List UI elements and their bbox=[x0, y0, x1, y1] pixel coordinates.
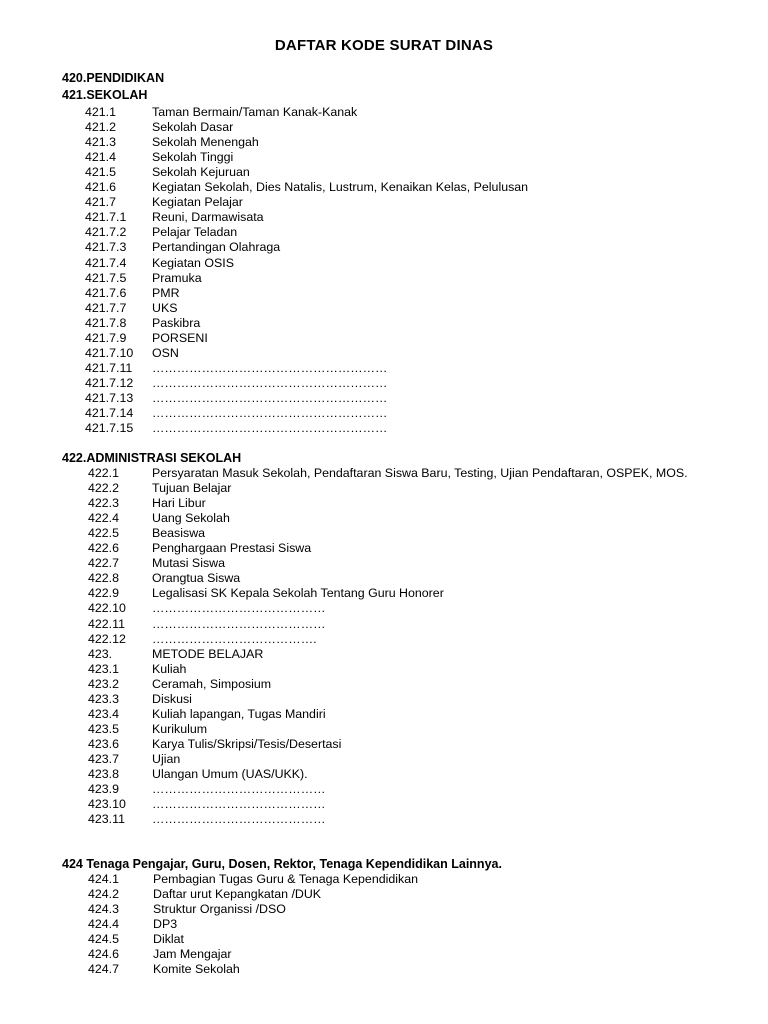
list-item bbox=[88, 556, 700, 571]
list-item bbox=[88, 677, 700, 692]
item-code: 421.7.11 bbox=[85, 360, 133, 375]
item-code: 421.7.5 bbox=[85, 270, 127, 285]
item-code: 421.5 bbox=[85, 165, 117, 180]
item-code: 424.7 bbox=[88, 962, 120, 977]
item-code: 422.3 bbox=[88, 496, 120, 511]
item-code: 422.5 bbox=[88, 526, 120, 541]
list-item bbox=[88, 571, 700, 586]
list-item bbox=[85, 271, 700, 286]
item-description: Kuliah bbox=[152, 661, 187, 676]
list-item bbox=[88, 481, 700, 496]
item-description: UKS bbox=[152, 300, 178, 315]
list-item bbox=[88, 466, 700, 481]
item-description: Daftar urut Kepangkatan /DUK bbox=[153, 887, 322, 902]
item-description: Pramuka bbox=[152, 270, 202, 285]
list-item bbox=[88, 541, 700, 556]
list-item bbox=[85, 180, 700, 195]
list-item bbox=[88, 947, 700, 962]
item-description: Diklat bbox=[153, 932, 184, 947]
list-item bbox=[88, 707, 700, 722]
list-item bbox=[85, 301, 700, 316]
list-item bbox=[88, 932, 700, 947]
item-code: 421.7.10 bbox=[85, 345, 134, 360]
item-description: Komite Sekolah bbox=[153, 962, 240, 977]
item-description: …………………………………… bbox=[152, 797, 326, 812]
item-code: 421.3 bbox=[85, 135, 117, 150]
list-item bbox=[88, 812, 700, 827]
item-code: 421.7.2 bbox=[85, 225, 127, 240]
item-description: Beasiswa bbox=[152, 526, 206, 541]
item-description: PORSENI bbox=[152, 330, 208, 345]
list-item bbox=[88, 586, 700, 601]
item-description: Ulangan Umum (UAS/UKK). bbox=[152, 767, 308, 781]
item-description: Sekolah Tinggi bbox=[152, 150, 234, 165]
item-code: 421.7.13 bbox=[85, 390, 134, 405]
item-description: Ceramah, Simposium bbox=[152, 676, 272, 691]
item-code: 422.8 bbox=[88, 571, 120, 586]
list-item bbox=[88, 511, 700, 526]
item-description: Penghargaan Prestasi Siswa bbox=[152, 541, 312, 556]
list-item bbox=[88, 617, 700, 632]
list-item bbox=[85, 286, 700, 301]
item-code: 423.5 bbox=[88, 721, 120, 736]
item-code: 421.7.3 bbox=[85, 240, 127, 255]
item-code: 423.3 bbox=[88, 691, 120, 706]
item-code: 422.4 bbox=[88, 511, 120, 526]
item-code: 423.9 bbox=[88, 782, 120, 797]
item-code: 421.7.7 bbox=[85, 300, 127, 315]
list-item bbox=[85, 361, 700, 376]
list-item bbox=[88, 917, 700, 932]
item-code: 424.6 bbox=[88, 947, 120, 962]
item-code: 422.12 bbox=[88, 631, 126, 646]
item-description: DP3 bbox=[153, 917, 178, 932]
item-description: Diskusi bbox=[152, 691, 192, 706]
item-code: 423. bbox=[88, 646, 113, 661]
item-code: 423.7 bbox=[88, 751, 120, 766]
section-header-420: 420.PENDIDIKAN bbox=[62, 71, 165, 85]
item-code: 421.7.6 bbox=[85, 285, 127, 300]
item-description: Pertandingan Olahraga bbox=[152, 240, 281, 255]
item-description: ………………………………………………… bbox=[152, 390, 388, 405]
item-code: 421.7.9 bbox=[85, 330, 127, 345]
list-item bbox=[85, 150, 700, 165]
list-item bbox=[85, 120, 700, 135]
item-code: 421.4 bbox=[85, 150, 117, 165]
item-description: Reuni, Darmawisata bbox=[152, 210, 264, 225]
item-code: 421.7.4 bbox=[85, 255, 127, 270]
item-code: 422.11 bbox=[88, 616, 125, 631]
item-description: ………………………………………………… bbox=[152, 406, 388, 420]
list-item bbox=[85, 376, 700, 391]
item-description: Hari Libur bbox=[152, 496, 206, 511]
item-code: 421.7.8 bbox=[85, 315, 127, 330]
section-header-421: 421.SEKOLAH bbox=[62, 88, 148, 102]
list-item bbox=[85, 195, 700, 210]
item-code: 421.2 bbox=[85, 120, 117, 135]
list-item bbox=[88, 737, 700, 752]
list-item bbox=[88, 526, 700, 541]
item-code: 424.2 bbox=[88, 887, 120, 902]
item-code: 422.10 bbox=[88, 601, 126, 616]
item-code: 421.7.15 bbox=[85, 421, 134, 436]
item-description: ………………………………………………… bbox=[152, 360, 388, 375]
item-description: Pembagian Tugas Guru & Tenaga Kependidikan bbox=[153, 872, 418, 886]
list-item bbox=[88, 797, 700, 812]
list-item bbox=[88, 872, 700, 887]
item-description: Uang Sekolah bbox=[152, 511, 230, 526]
item-description: Legalisasi SK Kepala Sekolah Tentang Guru Honorer bbox=[152, 586, 444, 601]
item-code: 424.5 bbox=[88, 932, 120, 947]
list-item bbox=[85, 165, 700, 180]
item-description: Taman Bermain/Taman Kanak-Kanak bbox=[152, 105, 358, 119]
item-description: Pelajar Teladan bbox=[152, 225, 238, 240]
section-header-424: 424 Tenaga Pengajar, Guru, Dosen, Rektor, Tenaga Kependidikan Lainnya. bbox=[62, 857, 502, 871]
item-description: …………………………………. bbox=[152, 631, 317, 646]
list-item bbox=[88, 496, 700, 511]
list-item bbox=[85, 210, 700, 225]
item-description: Kegiatan OSIS bbox=[152, 255, 234, 270]
item-description: METODE BELAJAR bbox=[152, 646, 264, 661]
list-item bbox=[88, 782, 700, 797]
item-description: Sekolah Kejuruan bbox=[152, 165, 250, 180]
list-item bbox=[85, 406, 700, 421]
list-item bbox=[85, 256, 700, 271]
list-item bbox=[85, 225, 700, 240]
item-code: 423.4 bbox=[88, 706, 120, 721]
list-item bbox=[88, 752, 700, 767]
item-description: Ujian bbox=[152, 751, 181, 766]
list-item bbox=[85, 316, 700, 331]
item-code: 423.1 bbox=[88, 661, 120, 676]
item-code: 421.1 bbox=[85, 105, 117, 119]
list-item bbox=[85, 331, 700, 346]
item-description: Kegiatan Sekolah, Dies Natalis, Lustrum, Kenaikan Kelas, Pelulusan bbox=[152, 180, 529, 195]
item-code: 421.7.1 bbox=[85, 210, 127, 225]
item-description: Karya Tulis/Skripsi/Tesis/Desertasi bbox=[152, 736, 342, 751]
item-code: 423.8 bbox=[88, 767, 120, 781]
item-code: 422.2 bbox=[88, 481, 120, 496]
list-item bbox=[88, 902, 700, 917]
item-code: 422.9 bbox=[88, 586, 120, 601]
item-description: …………………………………… bbox=[152, 601, 326, 616]
list-item bbox=[88, 601, 700, 616]
item-description: …………………………………… bbox=[152, 812, 326, 827]
item-description: PMR bbox=[152, 285, 180, 300]
item-code: 422.7 bbox=[88, 556, 120, 571]
list-item bbox=[88, 692, 700, 707]
item-description: …………………………………… bbox=[152, 616, 326, 631]
item-description: Persyaratan Masuk Sekolah, Pendaftaran Siswa Baru, Testing, Ujian Pendaftaran, OSPEK, MOS. bbox=[152, 466, 688, 480]
item-description: Tujuan Belajar bbox=[152, 481, 232, 496]
list-item bbox=[88, 662, 700, 677]
list-item bbox=[85, 346, 700, 361]
item-code: 424.3 bbox=[88, 902, 120, 917]
item-code: 423.6 bbox=[88, 736, 120, 751]
item-code: 423.2 bbox=[88, 676, 120, 691]
item-description: Jam Mengajar bbox=[153, 947, 232, 962]
item-description: Sekolah Dasar bbox=[152, 120, 234, 135]
item-description: Orangtua Siswa bbox=[152, 571, 241, 586]
item-description: ………………………………………………… bbox=[152, 375, 388, 390]
item-description: Struktur Organissi /DSO bbox=[153, 902, 286, 917]
item-code: 421.6 bbox=[85, 180, 117, 195]
item-code: 421.7.14 bbox=[85, 406, 134, 420]
list-item bbox=[85, 421, 700, 436]
section-header-422: 422.ADMINISTRASI SEKOLAH bbox=[62, 451, 242, 465]
item-code: 422.6 bbox=[88, 541, 120, 556]
item-description: …………………………………… bbox=[152, 782, 326, 797]
item-description: OSN bbox=[152, 345, 179, 360]
list-item bbox=[85, 105, 700, 120]
document-title: DAFTAR KODE SURAT DINAS bbox=[274, 37, 494, 54]
item-description: Kurikulum bbox=[152, 721, 208, 736]
list-item bbox=[85, 135, 700, 150]
item-description: Sekolah Menengah bbox=[152, 135, 259, 150]
item-description: ………………………………………………… bbox=[152, 421, 388, 436]
item-description: Kegiatan Pelajar bbox=[152, 195, 243, 210]
item-code: 421.7.12 bbox=[85, 375, 134, 390]
item-code: 424.1 bbox=[88, 872, 120, 886]
item-code: 422.1 bbox=[88, 466, 120, 480]
list-item bbox=[88, 647, 700, 662]
list-item bbox=[88, 632, 700, 647]
item-code: 424.4 bbox=[88, 917, 120, 932]
list-item bbox=[85, 391, 700, 406]
list-item bbox=[88, 722, 700, 737]
item-description: Paskibra bbox=[152, 315, 201, 330]
list-item bbox=[85, 240, 700, 255]
list-item bbox=[88, 887, 700, 902]
item-code: 423.10 bbox=[88, 797, 126, 812]
list-item bbox=[88, 767, 700, 782]
item-description: Kuliah lapangan, Tugas Mandiri bbox=[152, 706, 326, 721]
list-item bbox=[88, 962, 700, 977]
item-code: 421.7 bbox=[85, 195, 117, 210]
item-description: Mutasi Siswa bbox=[152, 556, 225, 571]
item-code: 423.11 bbox=[88, 812, 125, 827]
